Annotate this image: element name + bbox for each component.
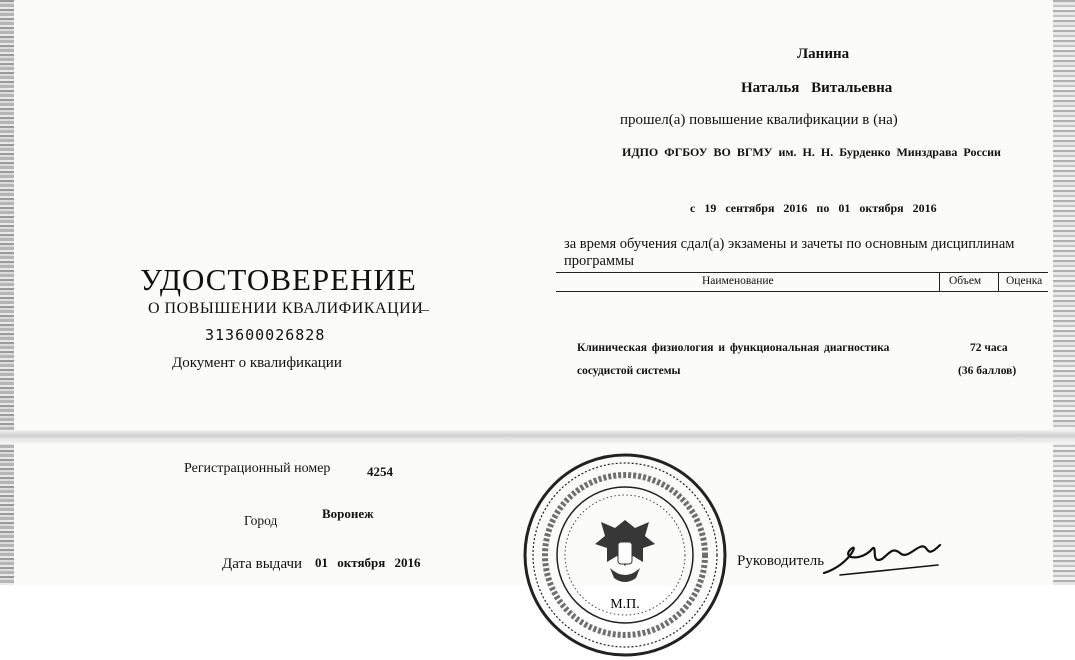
reg-number-label: Регистрационный номер — [184, 461, 331, 476]
exams-text: за время обучения сдал(а) экзамены и зачеты по основным дисциплинам — [564, 236, 1015, 252]
subject-name-line2: сосудистой системы — [577, 365, 681, 377]
city-value: Воронеж — [322, 506, 374, 521]
reg-number: 4254 — [367, 464, 393, 479]
head-label: Руководитель — [737, 553, 825, 569]
training-dates: с 19 сентября 2016 по 01 октября 2016 — [690, 201, 937, 215]
signature — [820, 535, 950, 585]
city-label: Город — [244, 513, 278, 528]
col-name-header: Наименование — [702, 275, 774, 287]
holder-surname: Ланина — [797, 46, 850, 62]
table-divider — [939, 273, 940, 291]
document-type: Документ о квалификации — [172, 355, 342, 371]
certificate-subtitle: О ПОВЫШЕНИИ КВАЛИФИКАЦИИ — [148, 300, 424, 317]
certificate-title: УДОСТОВЕРЕНИЕ — [140, 262, 417, 297]
subjects-table-header — [556, 272, 1048, 292]
issue-date: 01 октября 2016 — [315, 555, 421, 570]
program-word: программы — [564, 253, 634, 269]
col-grade-header: Оценка — [1006, 275, 1043, 287]
subject-name-line1: Клиническая физиология и функциональная диагностика — [577, 342, 890, 354]
scan-edge-right — [1053, 0, 1075, 585]
issue-date-label: Дата выдачи — [222, 556, 303, 572]
institution-name: ИДПО ФГБОУ ВО ВГМУ им. Н. Н. Бурденко Минздрава России — [622, 145, 1001, 159]
official-stamp — [520, 450, 730, 660]
col-volume-header: Объем — [949, 275, 982, 287]
subject-points: (36 баллов) — [958, 365, 1017, 377]
document-number: 313600026828 — [205, 326, 326, 344]
subject-hours: 72 часа — [970, 342, 1008, 354]
passed-text: прошел(а) повышение квалификации в (на) — [620, 112, 898, 128]
table-divider — [998, 273, 999, 291]
holder-name: Наталья Витальевна — [741, 80, 893, 96]
stamp-mp: М.П. — [610, 597, 640, 612]
page-fold — [0, 430, 1075, 444]
scan-edge-left — [0, 0, 14, 585]
